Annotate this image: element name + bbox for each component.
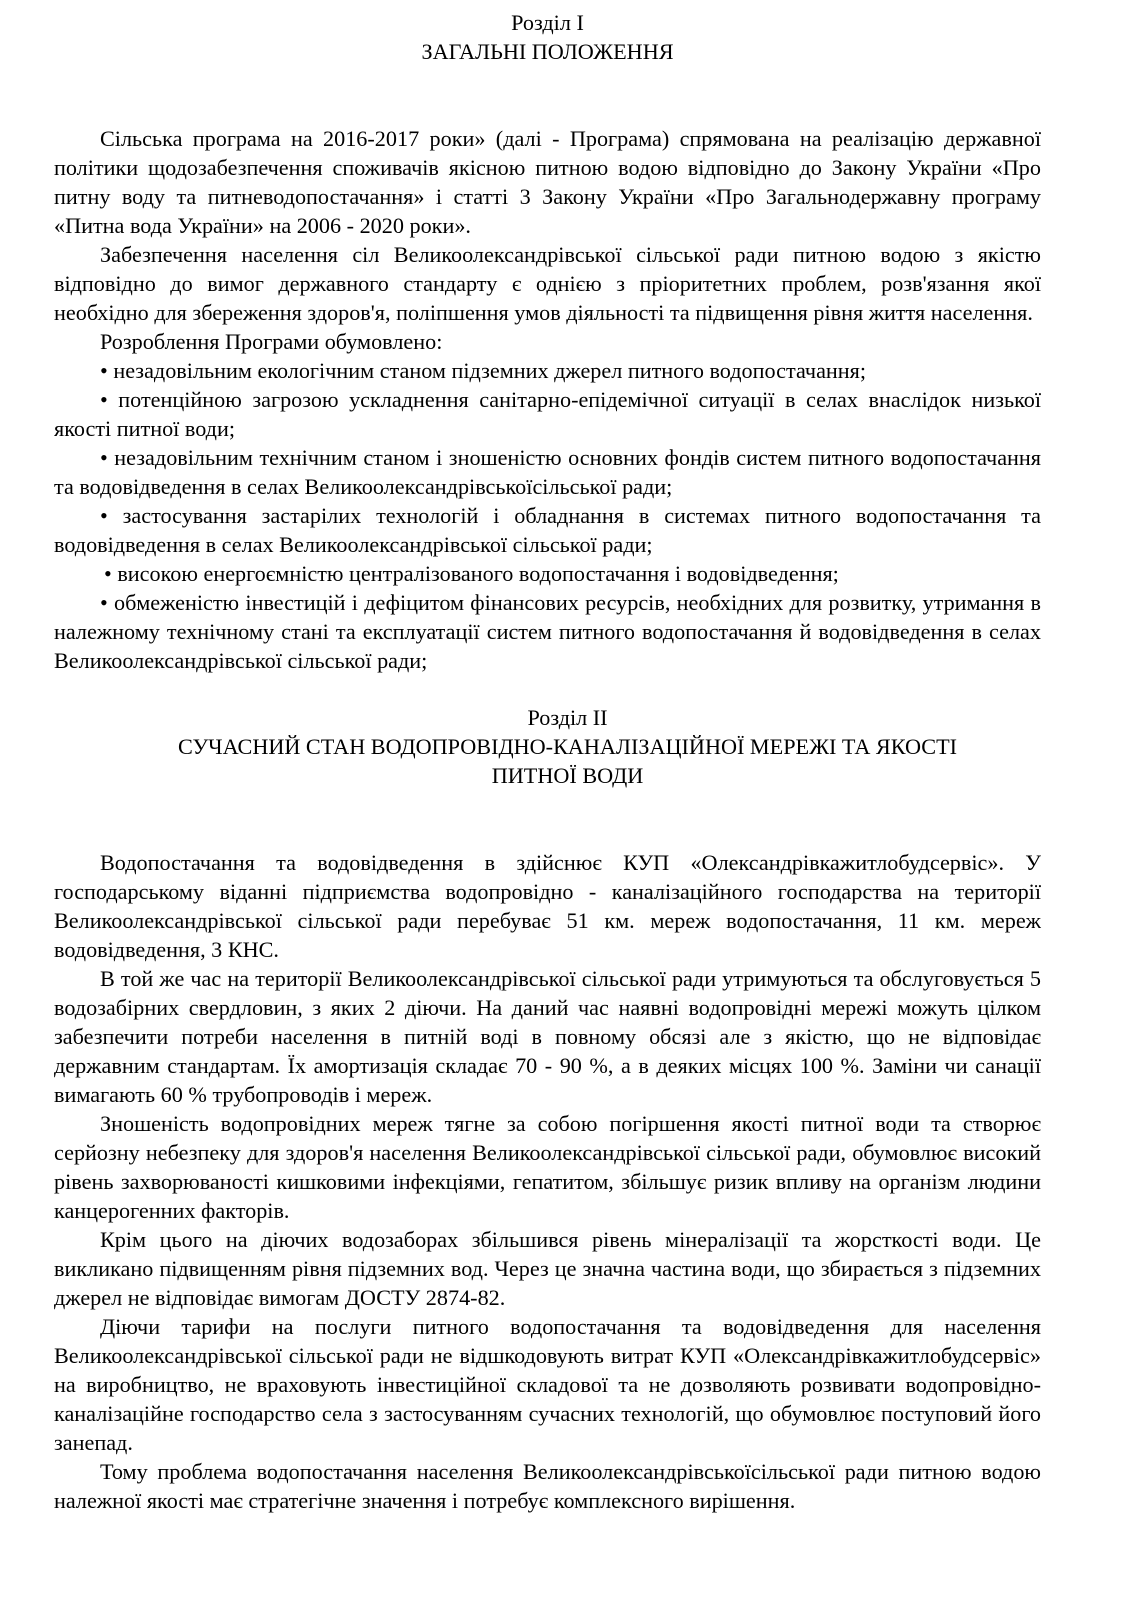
section-2-paragraph-6: Тому проблема водопостачання населення Великоолександрівськоїсільської ради питною водою належної якості має стратегічне значення і потребує комплексного вирішення. [54,1459,1041,1513]
bullet-item-1: • незадовільним екологічним станом підземних джерел питного водопостачання; [100,358,867,383]
section-2-paragraph-1: Водопостачання та водовідведення в здійснює КУП «Олександрівкажитлобудсервіс». У господарському віданні підприємства водопровідно - каналізаційного господарства на території Великоолександрівської сільської ради перебуває 51 км. мереж водопостачання, 11 км. мереж водовідведення, 3 КНС. [54,850,1041,962]
section-2-label: Розділ ІІ [527,705,608,730]
bullet-item-5: • високою енергоємністю централізованого водопостачання і водовідведення; [104,561,839,586]
section-2-title-line-2: ПИТНОЇ ВОДИ [491,763,644,788]
section-1-paragraph-2: Забезпечення населення сіл Великоолександрівської сільської ради питною водою з якістю відповідно до вимог державного стандарту є однією з пріоритетних проблем, розв'язання якої необхідно для збереження здоров'я, поліпшення умов діяльності та підвищення рівня життя населення. [54,242,1041,325]
section-2-paragraph-3: Зношеність водопровідних мереж тягне за собою погіршення якості питної води та створює серйозну небезпеку для здоров'я населення Великоолександрівської сільської ради, обумовлює високий рівень захворюваності кишковими інфекціями, гепатитом, збільшує ризик впливу на організм людини канцерогенних факторів. [54,1111,1041,1223]
section-1-paragraph-1: Сільська програма на 2016-2017 роки» (далі - Програма) спрямована на реалізацію державної політики щодозабезпечення споживачів якісною питною водою відповідно до Закону України «Про питну воду та питневодопостачання» і статті 3 Закону України «Про Загальнодержавну програму «Питна вода України» на 2006 - 2020 роки». [54,126,1041,238]
bullet-item-4: • застосування застарілих технологій і обладнання в системах питного водопостачання та водовідведення в селах Великоолександрівської сільської ради; [54,503,1041,557]
section-2-heading [54,703,1041,790]
section-1-heading [54,8,1041,66]
bullet-item-6: • обмеженістю інвестицій і дефіцитом фінансових ресурсів, необхідних для розвитку, утримання в належному технічному стані та експлуатації систем питного водопостачання й водовідведення в селах Великоолександрівської сільської ради; [54,590,1041,673]
section-2-paragraph-5: Діючи тарифи на послуги питного водопостачання та водовідведення для населення Великоолександрівської сільської ради не відшкодовують витрат КУП «Олександрівкажитлобудсервіс» на виробництво, не враховують інвестиційної складової та не дозволяють розвивати водопровідно-каналізаційне господарство села з застосуванням сучасних технологій, що обумовлює поступовий його занепад. [54,1314,1041,1455]
section-2-paragraph-2: В той же час на території Великоолександрівської сільської ради утримуються та обслуговується 5 водозабірних свердловин, з яких 2 діючи. На даний час наявні водопровідні мережі можуть цілком забезпечити потреби населення в питній воді в повному обсязі але з якістю, що не відповідає державним стандартам. Їх амортизація складає 70 - 90 %, а в деяких місцях 100 %. Заміни чи санації вимагають 60 % трубопроводів і мереж. [54,966,1041,1107]
section-1-label: Розділ І [511,10,584,35]
section-1-paragraph-3: Розроблення Програми обумовлено: [100,329,443,354]
section-2-title-line-1: СУЧАСНИЙ СТАН ВОДОПРОВІДНО-КАНАЛІЗАЦІЙНОЇ МЕРЕЖІ ТА ЯКОСТІ [177,734,958,759]
section-1-title: ЗАГАЛЬНІ ПОЛОЖЕННЯ [421,39,674,64]
section-2-paragraph-4: Крім цього на діючих водозаборах збільшився рівень мінералізації та жорсткості води. Це викликано підвищенням рівня підземних вод. Через це значна частина води, що збирається з підземних джерел не відповідає вимогам ДОСТУ 2874-82. [54,1227,1041,1310]
bullet-item-2: • потенційною загрозою ускладнення санітарно-епідемічної ситуації в селах внаслідок низької якості питної води; [54,387,1041,441]
bullet-item-3: • незадовільним технічним станом і зношеністю основних фондів систем питного водопостачання та водовідведення в селах Великоолександрівськоїсільської ради; [54,445,1041,499]
